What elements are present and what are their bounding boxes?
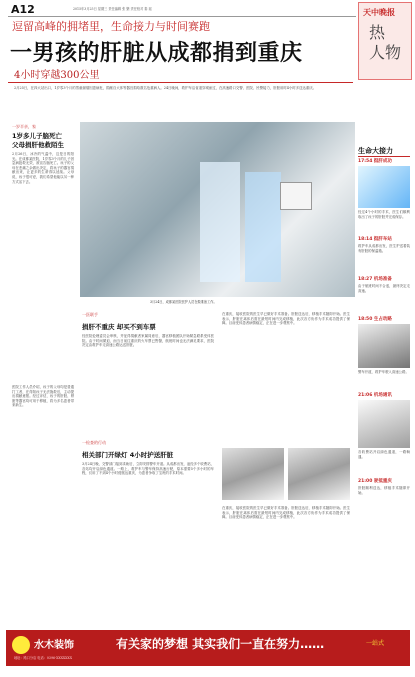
ad-slogan: 有关家的梦想 其实我们一直在努力…… — [116, 637, 325, 651]
timeline-text-2: 救护车从成都出发，医生护送着装有肝脏的保温箱。 — [358, 244, 410, 253]
timeline-item-1 — [358, 158, 410, 219]
timeline-time-5: 21:06 机场通讯 — [358, 393, 392, 398]
section1-body: 经医院伦理委员会审核，并征得捐献者家属同意后，器官移植团队开始紧急联系受体医院。由于时间紧迫，而当日前往重庆的火车票已售罄，航班时间也无法满足要求，医院决定由救护车走高速公路运送肝脏。 — [82, 334, 214, 348]
timeline-text-3: 由于航班时间不合适，最终决定走高速。 — [358, 284, 410, 293]
right-subcolumn-body: 在重庆，接收医院的医生早已做好手术准备。肝脏送达后，移植手术随即开始。医生表示，肝脏在离体后需在最短时间内完成移植，此次各方协作为手术成功提供了保障。目前受体患者病情稳定，正在进一步观察中。 — [222, 312, 350, 326]
timeline-item-3 — [358, 276, 410, 293]
footer-ad — [6, 630, 410, 666]
section-label: 热 人物 — [369, 23, 402, 62]
timeline-time-4: 18:50 生占动路 — [358, 317, 392, 322]
surgeon-figure-2 — [245, 172, 281, 282]
timeline-time-2: 18:14 挺肝车站 — [358, 237, 392, 242]
timeline-photo-4 — [358, 324, 410, 368]
cooler-box — [280, 182, 312, 210]
lower-photo-2 — [288, 448, 350, 500]
timeline-text-4: 警车开道，救护车驶入高速公路。 — [358, 370, 409, 374]
main-photo — [80, 122, 355, 297]
timeline-text-1: 经过4个小时的手术，医生们顺利取出了孩子的肝脏并完成保存。 — [358, 210, 410, 219]
left-column-body-2: 医院工作人员介绍，孩子的父母均是普通打工者，在得知孩子无法挽救后，主动提出捐献意愿。经过评估，孩子的肝脏、肾脏等器官均可用于移植，将为多名患者带来新生。 — [12, 385, 74, 408]
timeline-text-5: 各收费站开启绿色通道，一路畅通。 — [358, 450, 410, 459]
timeline-title: 生命大接力 — [358, 147, 393, 155]
timeline-text-6: 肝脏顺利送达，移植手术随即开始。 — [358, 486, 410, 495]
main-photo-caption: 3月24日，成都某医院医护人员在做准备工作。 — [150, 300, 217, 304]
header-bar — [8, 2, 356, 17]
lower-photo-1 — [222, 448, 284, 500]
article-subheadline: 4小时穿越300公里 — [14, 70, 100, 81]
lower-photo-caption: 在重庆，接收医院的医生早已做好手术准备。肝脏送达后，移植手术随即开始。医生表示，肝脏在离体后需在最短时间内完成移植，此次各方协作为手术成功提供了保障。目前受体患者病情稳定，正在进一步观察中。 — [222, 506, 350, 520]
brand-block — [358, 2, 412, 80]
timeline-photo-1 — [358, 166, 410, 208]
timeline-item-6 — [358, 478, 410, 495]
section1-heading: 捐肝不重庆 却买不到车票 — [82, 323, 156, 331]
left-column-label: 一岁半亲，家 — [12, 124, 36, 129]
ad-right-label: 一站式 — [366, 640, 385, 647]
section2-body: 3月24日晚，交警部门接到求助后，立即安排警车开道。从成都出发，途经多个收费站，各站均开启绿色通道。一路上，救护车与警车保持高速行驶，原本需要5个多小时的车程，仅用了不到4个小时便抵达重庆，为患者争取了宝贵的手术时间。 — [82, 462, 214, 476]
ad-logo-icon — [12, 636, 30, 654]
page-number: A12 — [11, 3, 35, 16]
timeline-rule — [358, 156, 410, 157]
timeline-item-5 — [358, 392, 410, 459]
article-kicker: 逗留高峰的拥堵里，生命接力与时间赛跑 — [12, 20, 210, 33]
timeline-time-1: 17:54 挺肝成功 — [358, 159, 392, 164]
section2-label: 一检查的行动 — [82, 440, 106, 445]
article-headline: 一男孩的肝脏从成都捐到重庆 — [10, 41, 303, 66]
timeline-item-4 — [358, 316, 410, 374]
left-column-body-1: 2月26日，冰冷的气温中，这是日的阳光。在成都某医院，1岁零3个月的儿子因急病抢救无效，被宣告脑死亡。孩子的父母在悲痛之余做出决定，将孩子的器官捐献出来，让更多的生命得以延续。父母说，孩子很可爱，我们希望他能以另一种方式活下去。 — [12, 152, 74, 184]
section1-label: 一医联手 — [82, 312, 98, 317]
header-meta: 2015年3月25日 星期三 责任编辑 张 樂 责任校对 秦 瑶 — [73, 7, 152, 11]
timeline-time-3: 18:27 机场准备 — [358, 277, 392, 282]
surgeon-figure-1 — [200, 162, 240, 282]
timeline-photo-5 — [358, 400, 410, 448]
ad-brand: 水木装饰 — [34, 640, 74, 651]
timeline-item-2 — [358, 236, 410, 253]
left-column-heading: 1岁多儿子脑死亡 父母捐肝他救陌生 — [12, 132, 64, 149]
title-rule — [8, 82, 353, 83]
brand-name: 天中晚报 — [363, 8, 395, 17]
timeline-time-6: 21:00 驶抵重庆 — [358, 479, 392, 484]
intro-paragraph: 2月25日，在四大站出口，1岁零3个月的男童谢瑞因患病危，捐献自大体等器官捐给数名危重病人。24日晚间，救护车沿省道穿城而过，在高速路口交警、医院、民警接力，肝脏用时4小时多送达重庆。 — [14, 86, 317, 90]
section2-heading: 相关部门开绿灯 4小时护送肝脏 — [82, 451, 174, 459]
ad-address: 地址：路口分店 电话：0396-XXXXXXX — [14, 656, 72, 660]
